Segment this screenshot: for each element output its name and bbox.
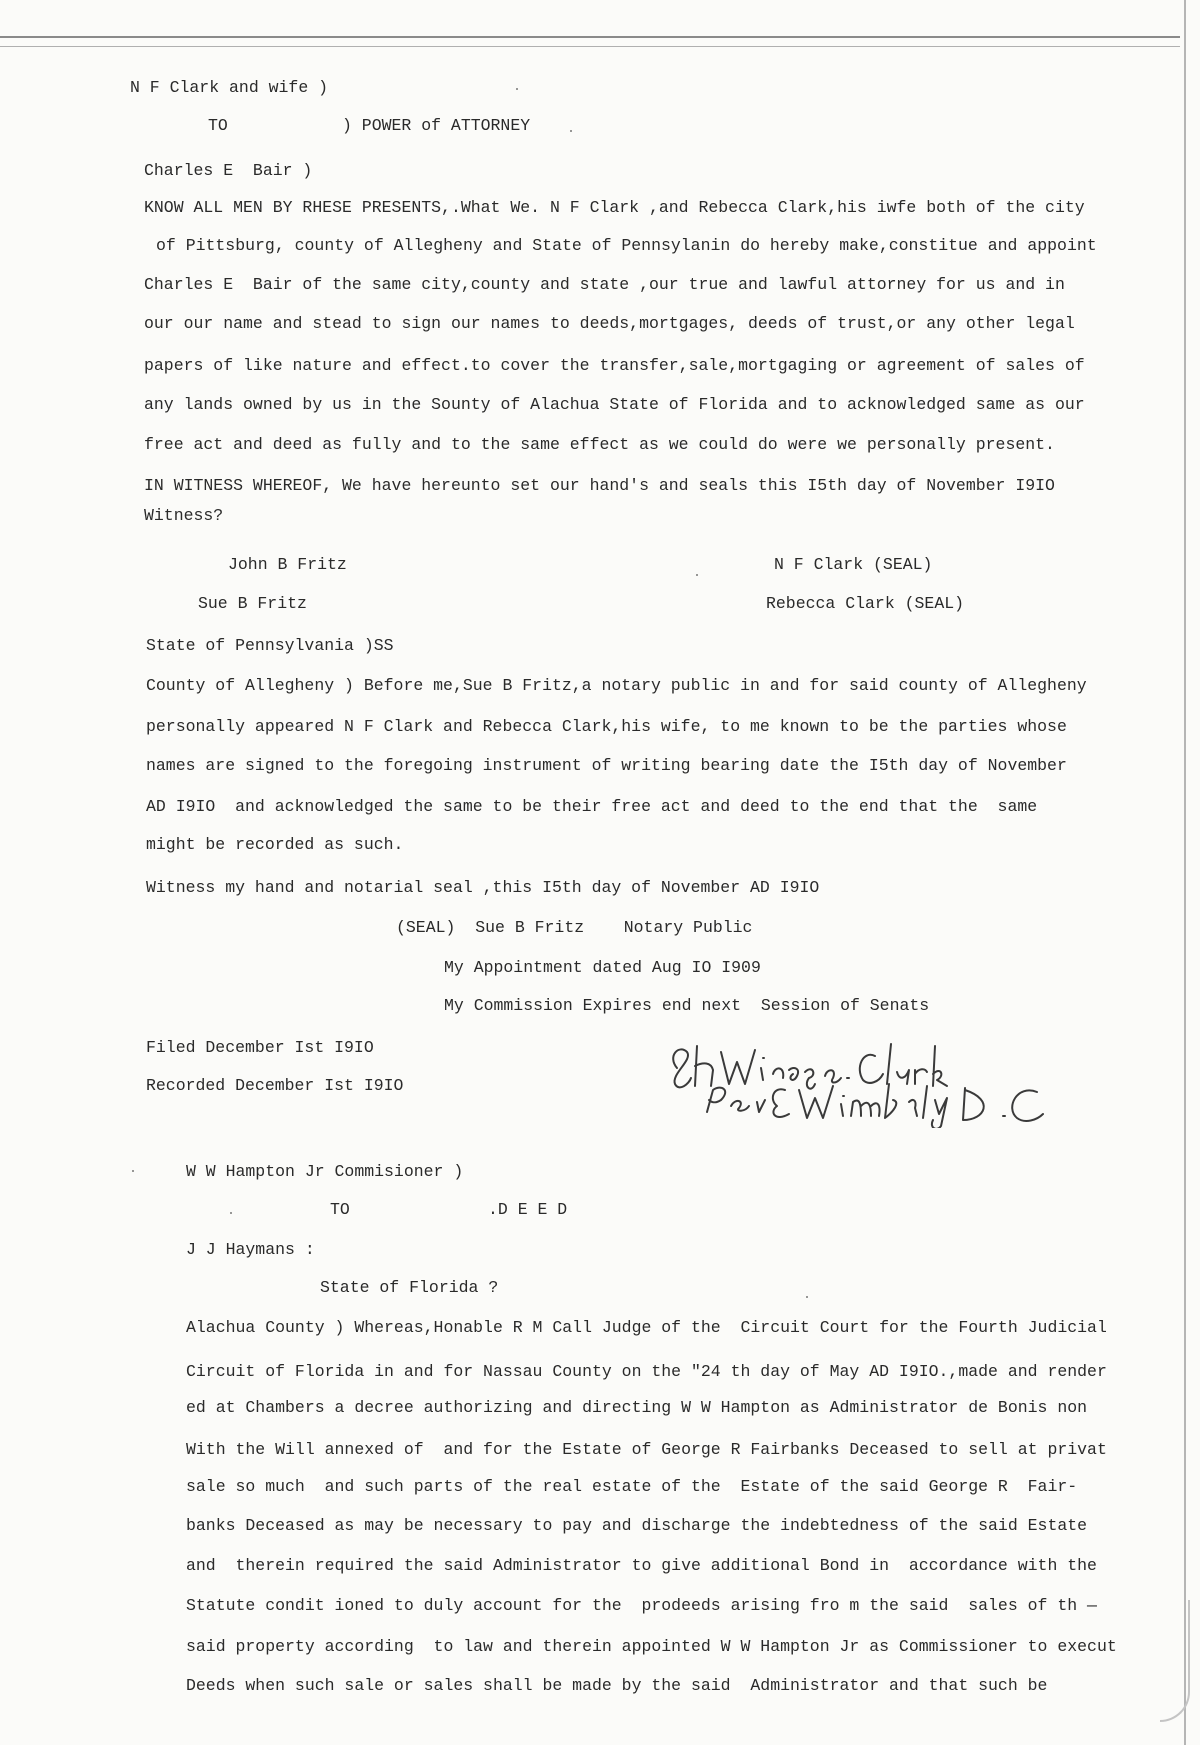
deed-body-line: said property according to law and therein appointed W W Hampton Jr as Commissioner to execut [186, 1637, 1117, 1656]
handwritten-signature-icon [665, 1028, 1085, 1128]
poa-party1: N F Clark and wife ) [130, 78, 329, 97]
poa-body-line: any lands owned by us in the Sounty of Alachua State of Florida and to acknowledged same as our [144, 395, 1085, 414]
deed-to: TO [330, 1200, 350, 1219]
notary-appointment: My Appointment dated Aug IO I909 [444, 958, 761, 977]
witness-name: Sue B Fritz [198, 594, 307, 613]
poa-body-line: free act and deed as fully and to the same effect as we could do were we personally present. [144, 435, 1055, 454]
poa-body-line: Charles E Bair of the same city,county and state ,our true and lawful attorney for us and in [144, 275, 1065, 294]
page-edge [1184, 0, 1186, 1745]
clerk-signature [665, 1028, 1085, 1128]
notary-commission: My Commission Expires end next Session of Senats [444, 996, 930, 1015]
notary-line: (SEAL) Sue B Fritz Notary Public [396, 918, 753, 937]
poa-to: TO [208, 116, 228, 135]
filed-date: Filed December Ist I9IO [146, 1038, 374, 1057]
deed-body-line: With the Will annexed of and for the Estate of George R Fairbanks Deceased to sell at privat [186, 1440, 1107, 1459]
scan-speck [132, 1170, 134, 1172]
poa-body-line: KNOW ALL MEN BY RHESE PRESENTS,.What We. N F Clark ,and Rebecca Clark,his iwfe both of the city [144, 198, 1085, 217]
poa-party2: Charles E Bair ) [144, 161, 313, 180]
poa-body-line: our our name and stead to sign our names to deeds,mortgages, deeds of trust,or any other legal [144, 314, 1075, 333]
poa-body-line: of Pittsburg, county of Allegheny and State of Pennsylanin do hereby make,constitue and appoint [156, 236, 1097, 255]
deed-body-line: banks Deceased as may be necessary to pay and discharge the indebtedness of the said Estate [186, 1516, 1088, 1535]
scan-speck [570, 130, 572, 132]
deed-body-line: Alachua County ) Whereas,Honable R M Call Judge of the Circuit Court for the Fourth Judicial [186, 1318, 1107, 1337]
ack-body-line: personally appeared N F Clark and Rebecca Clark,his wife, to me known to be the parties whose [146, 717, 1067, 736]
ack-body-line: Witness my hand and notarial seal ,this I5th day of November AD I9IO [146, 878, 820, 897]
deed-body-line: Statute condit ioned to duly account for the prodeeds arising fro m the said sales of th — [186, 1596, 1097, 1615]
page-curl [1160, 1600, 1190, 1722]
top-rule [0, 36, 1180, 38]
ack-body-line: AD I9IO and acknowledged the same to be their free act and deed to the end that the same [146, 797, 1038, 816]
scan-speck [230, 1212, 232, 1214]
deed-body-line: Circuit of Florida in and for Nassau County on the "24 th day of May AD I9IO.,made and render [186, 1362, 1107, 1381]
deed-body-line: ed at Chambers a decree authorizing and directing W W Hampton as Administrator de Bonis non [186, 1398, 1088, 1417]
signer-name: Rebecca Clark (SEAL) [766, 594, 965, 613]
ack-body-line: County of Allegheny ) Before me,Sue B Fritz,a notary public in and for said county of Allegheny [146, 676, 1087, 695]
top-rule-secondary [0, 46, 1180, 47]
scan-speck [806, 1296, 808, 1298]
deed-party1: W W Hampton Jr Commisioner ) [186, 1162, 464, 1181]
signer-name: N F Clark (SEAL) [774, 555, 933, 574]
poa-body-line: Witness? [144, 506, 224, 525]
poa-body-line: papers of like nature and effect.to cover the transfer,sale,mortgaging or agreement of sales of [144, 356, 1085, 375]
deed-party2: J J Haymans : [186, 1240, 315, 1259]
deed-title: .D E E D [488, 1200, 568, 1219]
witness-name: John B Fritz [228, 555, 347, 574]
ack-state: State of Pennsylvania )SS [146, 636, 394, 655]
deed-body-line: Deeds when such sale or sales shall be made by the said Administrator and that such be [186, 1676, 1048, 1695]
deed-body-line: sale so much and such parts of the real estate of the Estate of the said George R Fair- [186, 1477, 1078, 1496]
ack-body-line: names are signed to the foregoing instrument of writing bearing date the I5th day of November [146, 756, 1067, 775]
poa-body-line: IN WITNESS WHEREOF, We have hereunto set our hand's and seals this I5th day of November I9IO [144, 476, 1055, 495]
scan-speck [696, 574, 698, 576]
poa-title: ) POWER of ATTORNEY [342, 116, 531, 135]
ack-body-line: might be recorded as such. [146, 835, 404, 854]
deed-body-line: and therein required the said Administrator to give additional Bond in accordance with the [186, 1556, 1097, 1575]
scan-speck [516, 88, 518, 90]
recorded-date: Recorded December Ist I9IO [146, 1076, 404, 1095]
deed-state: State of Florida ? [320, 1278, 499, 1297]
